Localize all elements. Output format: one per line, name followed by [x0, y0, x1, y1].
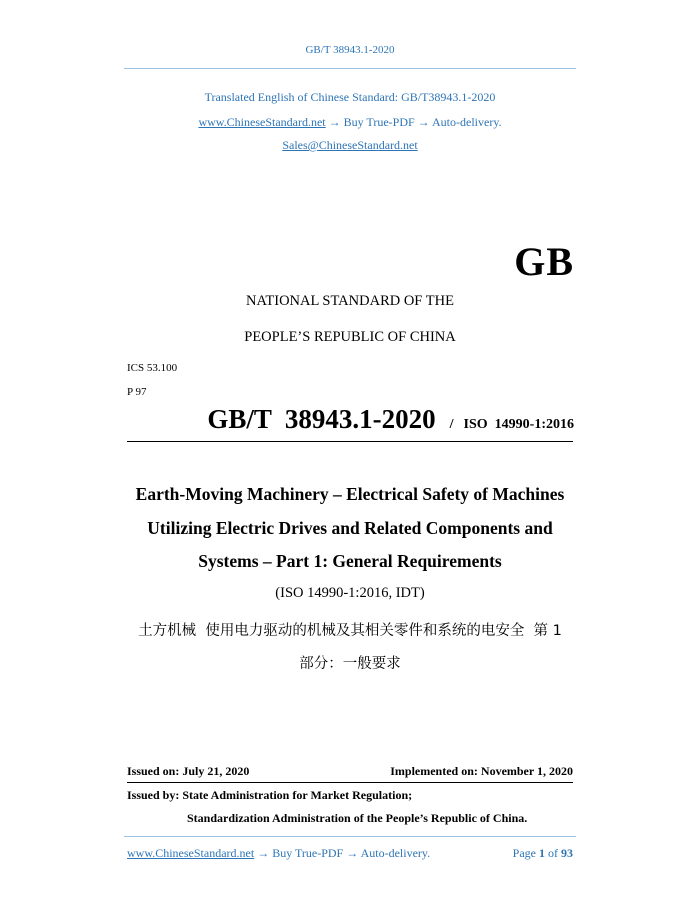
of-word: of — [548, 846, 558, 860]
issued-on: Issued on: July 21, 2020 — [127, 764, 250, 778]
standard-number: GB/T 38943.1-2020 — [207, 404, 436, 434]
footer-site-link[interactable]: www.ChineseStandard.net — [127, 846, 255, 860]
page-number: 1 — [539, 846, 545, 860]
auto-delivery-text: Auto-delivery. — [432, 115, 502, 129]
standard-number-block — [207, 404, 574, 435]
title-line3: Systems – Part 1: General Requirements — [198, 551, 502, 571]
issue-rule — [127, 782, 573, 783]
footer-rule — [124, 836, 576, 837]
chinese-title-line1: 土方机械 使用电力驱动的机械及其相关零件和系统的电安全 第 1 — [138, 623, 562, 639]
sales-line — [0, 138, 700, 153]
buy-line — [0, 115, 700, 130]
buy-true-pdf-link[interactable]: Buy True-PDF — [343, 115, 415, 129]
standard-number-rule — [127, 441, 573, 442]
title-line2: Utilizing Electric Drives and Related Components and — [147, 518, 553, 538]
iso-idt: (ISO 14990-1:2016, IDT) — [275, 585, 425, 601]
chinese-title-line2: 部分：一般要求 — [299, 656, 401, 672]
national-standard-line1: NATIONAL STANDARD OF THE — [246, 293, 454, 309]
page-total: 93 — [561, 846, 573, 860]
issued-by-line2: Standardization Administration of the People’s Republic of China. — [187, 811, 528, 825]
translated-line: Translated English of Chinese Standard: GB/T38943.1-2020 — [204, 90, 496, 104]
header-doc-id — [0, 44, 700, 56]
header-doc-id-text: GB/T 38943.1-2020 — [305, 44, 395, 56]
arrow-icon: → — [346, 846, 359, 860]
issued-by-line1: Issued by: State Administration for Market Regulation; — [127, 788, 413, 802]
header-rule — [124, 68, 576, 69]
footer-auto-delivery-text: Auto-delivery. — [360, 846, 431, 860]
footer-buy-line — [127, 846, 430, 861]
p-code: P 97 — [127, 386, 147, 398]
page-indicator — [513, 846, 573, 861]
title-line1: Earth-Moving Machinery – Electrical Safety of Machines — [135, 484, 565, 504]
arrow-icon: → — [328, 115, 341, 129]
arrow-icon: → — [417, 115, 430, 129]
iso-separator: / — [449, 417, 454, 432]
implemented-on: Implemented on: November 1, 2020 — [390, 764, 573, 778]
national-standard-line2: PEOPLE’S REPUBLIC OF CHINA — [244, 329, 456, 345]
iso-reference: ISO 14990-1:2016 — [463, 417, 574, 432]
gb-mark: GB — [514, 239, 574, 284]
sales-email-link[interactable]: Sales@ChineseStandard.net — [282, 138, 418, 152]
arrow-icon: → — [257, 846, 270, 860]
page-word: Page — [512, 846, 536, 860]
footer-buy-true-pdf-link[interactable]: Buy True-PDF — [272, 846, 344, 860]
site-link[interactable]: www.ChineseStandard.net — [198, 115, 326, 129]
ics-code: ICS 53.100 — [127, 362, 178, 374]
